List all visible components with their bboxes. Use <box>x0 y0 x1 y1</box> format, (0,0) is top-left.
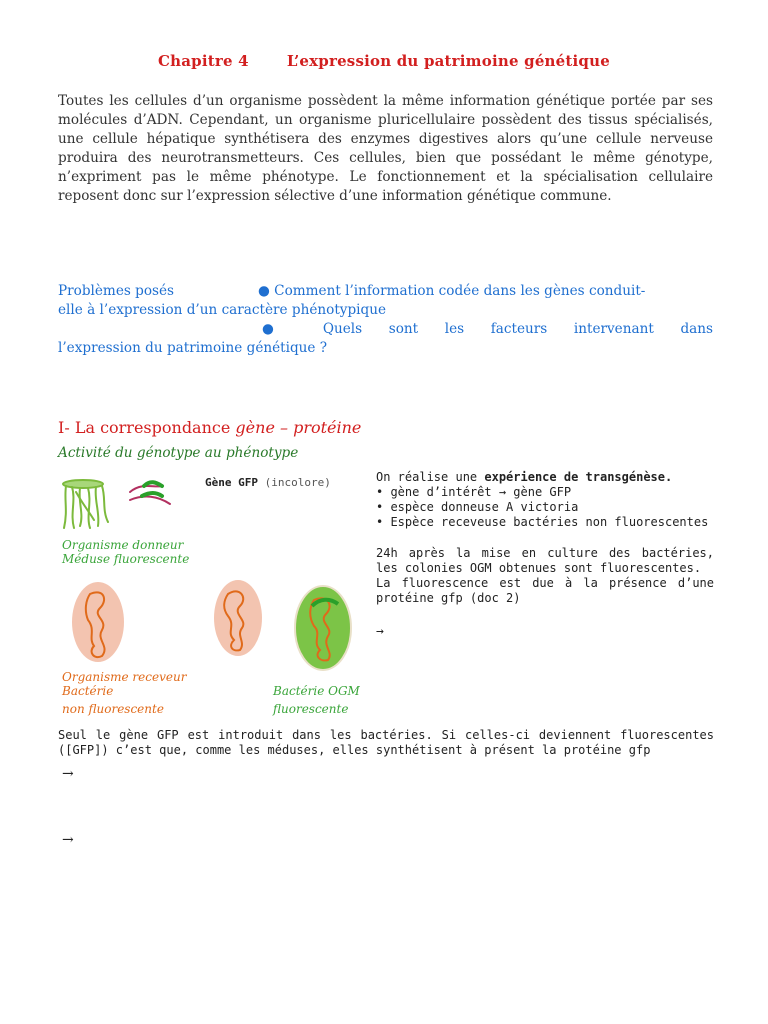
bacterium-receiver-icon <box>72 582 124 662</box>
problem-question-1b: elle à l’expression d’un caractère phénotypique <box>58 302 387 318</box>
problems-label: Problèmes posés <box>58 283 175 299</box>
receiver-caption-line2: Bactérie <box>62 684 114 698</box>
experiment-result-2: La fluorescence est due à la présence d’une protéine gfp (doc 2) <box>376 576 714 605</box>
chapter-number: Chapitre 4 <box>158 52 249 70</box>
ogm-caption-line2: fluorescente <box>273 702 349 716</box>
section-heading-prefix: I- La correspondance <box>58 418 236 437</box>
problems-line-1 <box>58 282 713 301</box>
experiment-intro <box>376 470 714 485</box>
ogm-caption-line1: Bactérie OGM <box>273 684 360 698</box>
donor-caption-line2: Méduse fluorescente <box>62 552 190 566</box>
bacterium-intermediate-icon <box>214 580 262 656</box>
gfp-gene-icon <box>130 482 170 504</box>
problem-question-2b: l’expression du patrimoine génétique ? <box>58 340 328 356</box>
gene-name: Gène GFP <box>205 476 258 489</box>
problem-question-2a: ● Quels sont les facteurs intervenant dans <box>262 321 713 337</box>
section-subtitle: Activité du génotype au phénotype <box>58 445 299 461</box>
arrow-item-1: → <box>62 766 74 782</box>
experiment-intro-bold: expérience de transgénèse. <box>484 470 673 484</box>
section-heading-emphasis: gène – protéine <box>235 418 362 437</box>
page-title <box>0 52 768 70</box>
experiment-bullet-3: • Espèce receveuse bactéries non fluorescentes <box>376 515 709 529</box>
problem-question-1a: ● Comment l’information codée dans les gènes conduit- <box>258 283 646 299</box>
donor-caption-line1: Organisme donneur <box>62 538 184 552</box>
experiment-intro-plain: On réalise une <box>376 470 485 484</box>
gene-label <box>205 476 331 489</box>
section-heading <box>58 418 361 437</box>
transgenesis-diagram <box>58 470 368 725</box>
receiver-caption-line3: non fluorescente <box>62 702 164 716</box>
arrow-item-2: → <box>62 832 74 848</box>
gene-sub: (incolore) <box>264 476 331 489</box>
experiment-bullet-2: • espèce donneuse A victoria <box>376 500 579 514</box>
receiver-caption-line1: Organisme receveur <box>62 670 187 684</box>
conclusion-paragraph: Seul le gène GFP est introduit dans les bactéries. Si celles-ci deviennent fluorescentes ([GFP]) c’est que, comme les méduses, elles synthétisent à présent la protéine gfp <box>58 728 714 757</box>
experiment-arrow: → <box>376 624 384 639</box>
bacterium-ogm-icon <box>295 586 351 670</box>
experiment-text <box>376 470 714 639</box>
experiment-result-1: 24h après la mise en culture des bactéries, les colonies OGM obtenues sont fluorescentes. <box>376 546 714 575</box>
experiment-bullet-1: • gène d’intérêt → gène GFP <box>376 485 572 499</box>
chapter-title: L’expression du patrimoine génétique <box>286 52 610 70</box>
jellyfish-icon <box>63 480 108 528</box>
intro-paragraph: Toutes les cellules d’un organisme possèdent la même information génétique portée par ses molécules d’ADN. Cependant, un organisme pluricellulaire possèdent des tissus spécialisés, une cellule hépatique synthétisera des enzymes digestives alors qu’une cellule nerveuse produira des neurotransmetteurs. Ces cellules, bien que possédant le même génotype, n’expriment pas le même phénotype. Le fonctionnement et la spécialisation cellulaire reposent donc sur l’expression sélective d’une information génétique commune. <box>58 93 713 204</box>
